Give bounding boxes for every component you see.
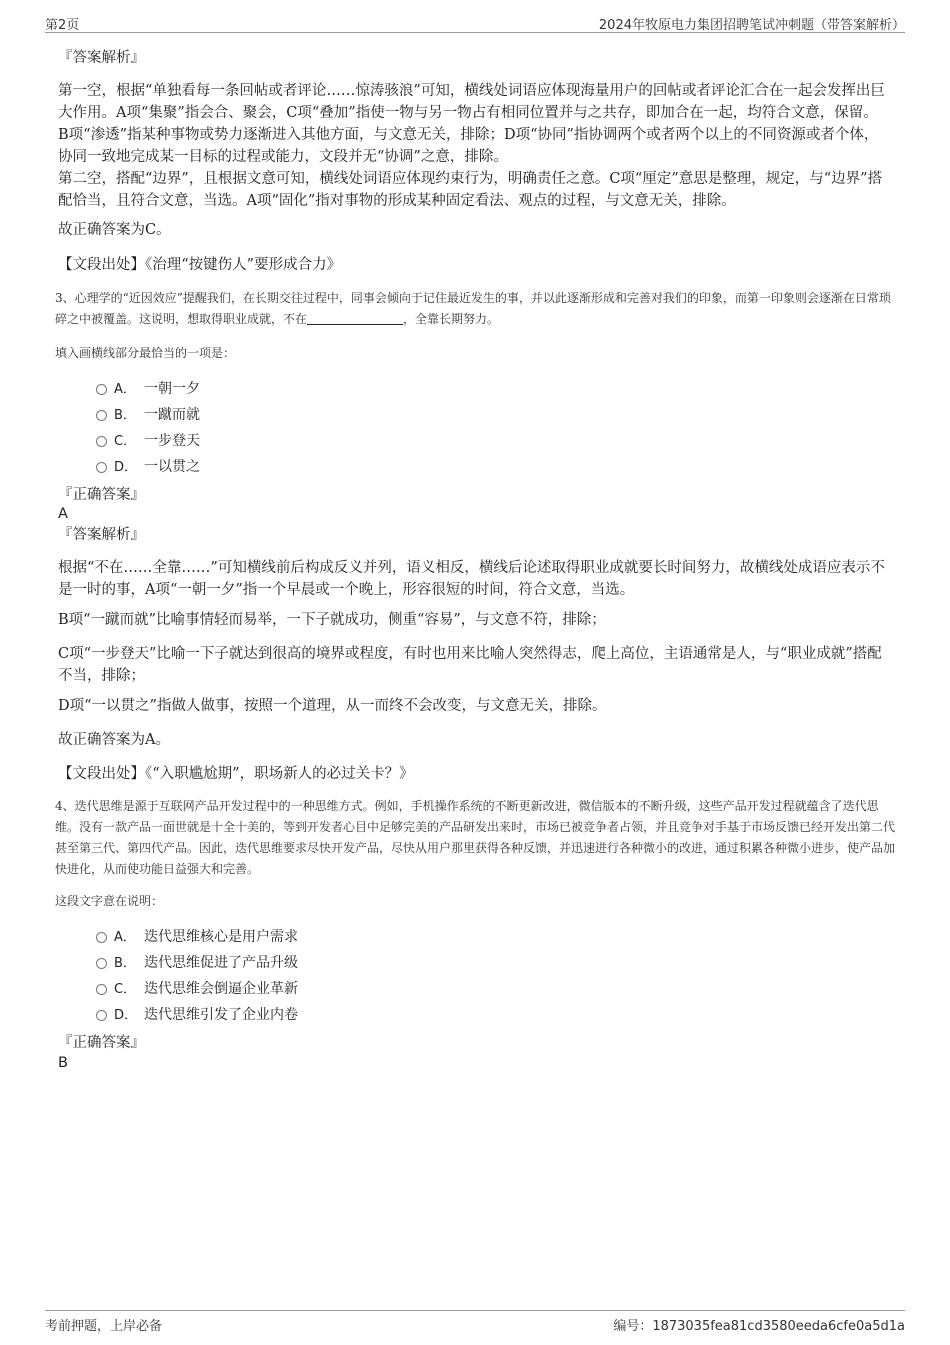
q3-stem-part-1: 3、心理学的“近因效应”提醒我们，在长期交往过程中，同事会倾向于记住最近发生的事，并以此逐渐形成和完善对我们的印象，而第一印象则会逐渐在日常琐碎之中被覆盖。这说明，想取得职业成就，不在 [55, 291, 891, 326]
q4-option-b[interactable] [96, 953, 298, 974]
option-letter: A． [114, 930, 136, 945]
q3-answer-label: 『正确答案』 [58, 487, 145, 503]
q4-answer-label: 『正确答案』 [58, 1035, 145, 1051]
q3-stem [55, 288, 900, 330]
q3-analysis-para-3: C项“一步登天”比喻一下子就达到很高的境界或程度，有时也用来比喻人突然得志，爬上高位，主语通常是人，与“职业成就”搭配不当，排除； [58, 646, 882, 684]
page-number: 第2页 [45, 18, 80, 33]
q3-prompt: 填入画横线部分最恰当的一项是： [55, 346, 236, 360]
q3-source: 【文段出处】《“入职尴尬期”，职场新人的必过关卡？》 [58, 766, 414, 782]
option-text: 一朝一夕 [144, 381, 200, 397]
option-letter: D． [114, 460, 138, 475]
radio-button-icon[interactable] [96, 436, 107, 447]
q4-answer: B [58, 1055, 68, 1071]
q2-analysis-para-1: 第一空，根据“单独看每一条回帖或者评论……惊涛骇浪”可知，横线处词语应体现海量用户的回帖或者评论汇合在一起会发挥出巨大作用。A项“集聚”指会合、聚会，C项“叠加”指使一物与另一物占有相同位置并与之共存，即加合在一起，均符合文意，保留。B项“渗透”指某种事物或势力逐渐进入其他方面，与文意无关，排除；D项“协同”指协调两个或者两个以上的不同资源或者个体，协同一致地完成某一目标的过程或能力，文段并无“协调”之意，排除。 [58, 83, 885, 165]
option-letter: D． [114, 1008, 138, 1023]
document-title: 2024年牧原电力集团招聘笔试冲刺题（带答案解析） [598, 18, 905, 33]
q4-option-a[interactable] [96, 927, 298, 948]
q4-stem: 4、迭代思维是源于互联网产品开发过程中的一种思维方式。例如，手机操作系统的不断更新改进，微信版本的不断升级，这些产品开发过程就蕴含了迭代思维。没有一款产品一面世就是十全十美的，等到开发者心目中足够完美的产品研发出来时，市场已被竞争者占领，并且竞争对手基于市场反馈已经开发出第二代甚至第三代、第四代产品。因此，迭代思维要求尽快开发产品，尽快从用户那里获得各种反馈，并迅速进行各种微小的改进，通过积累各种微小进步，使产品加快进化，从而使功能日益强大和完善。 [55, 799, 896, 876]
radio-button-icon[interactable] [96, 462, 107, 473]
radio-button-icon[interactable] [96, 384, 107, 395]
option-letter: B． [114, 408, 136, 423]
q3-option-d[interactable] [96, 457, 200, 478]
q2-conclusion: 故正确答案为C。 [58, 222, 171, 238]
q4-option-d[interactable] [96, 1005, 298, 1026]
footer-slogan: 考前押题，上岸必备 [45, 1319, 163, 1334]
option-letter: A． [114, 382, 136, 397]
radio-button-icon[interactable] [96, 932, 107, 943]
q3-stem-part-2: ，全靠长期努力。 [403, 312, 500, 326]
q3-answer: A [58, 506, 68, 522]
q2-analysis-label: 『答案解析』 [58, 50, 145, 66]
q3-conclusion: 故正确答案为A。 [58, 732, 170, 748]
radio-button-icon[interactable] [96, 958, 107, 969]
option-text: 一步登天 [144, 433, 200, 449]
q3-analysis-para-2: B项“一蹴而就”比喻事情轻而易举，一下子就成功，侧重“容易”，与文意不符，排除； [58, 612, 606, 628]
q3-analysis-para-4: D项“一以贯之”指做人做事，按照一个道理，从一而终不会改变，与文意无关，排除。 [58, 698, 607, 714]
page-footer [45, 1310, 905, 1334]
option-text: 迭代思维核心是用户需求 [144, 929, 298, 945]
q2-analysis-para-2: 第二空，搭配“边界”，且根据文意可知，横线处词语应体现约束行为，明确责任之意。C项“厘定”意思是整理，规定，与“边界”搭配恰当，且符合文意，当选。A项“固化”指对事物的形成某种固定看法、观点的过程，与文意无关，排除。 [58, 171, 883, 209]
option-text: 迭代思维会倒逼企业革新 [144, 981, 298, 997]
q4-prompt: 这段文字意在说明： [55, 894, 164, 908]
option-text: 一蹴而就 [144, 407, 200, 423]
radio-button-icon[interactable] [96, 984, 107, 995]
q3-blank [307, 312, 403, 325]
q2-source: 【文段出处】《治理“按键伤人”要形成合力》 [58, 257, 342, 273]
option-letter: C． [114, 982, 137, 997]
q3-option-c[interactable] [96, 431, 200, 452]
q3-analysis-label: 『答案解析』 [58, 527, 145, 543]
q3-option-a[interactable] [96, 379, 200, 400]
option-letter: B． [114, 956, 136, 971]
radio-button-icon[interactable] [96, 410, 107, 421]
document-id: 编号：1873035fea81cd3580eeda6cfe0a5d1a [613, 1319, 905, 1334]
option-letter: C． [114, 434, 137, 449]
radio-button-icon[interactable] [96, 1010, 107, 1021]
option-text: 一以贯之 [144, 459, 200, 475]
page-header [45, 14, 905, 33]
q3-analysis-para-1: 根据“不在……全靠……”可知横线前后构成反义并列，语义相反，横线后论述取得职业成就要长时间努力，故横线处成语应表示不是一时的事，A项“一朝一夕”指一个早晨或一个晚上，形容很短的时间，符合文意，当选。 [58, 560, 885, 598]
option-text: 迭代思维引发了企业内卷 [144, 1007, 298, 1023]
q3-option-b[interactable] [96, 405, 200, 426]
option-text: 迭代思维促进了产品升级 [144, 955, 298, 971]
q4-option-c[interactable] [96, 979, 298, 1000]
